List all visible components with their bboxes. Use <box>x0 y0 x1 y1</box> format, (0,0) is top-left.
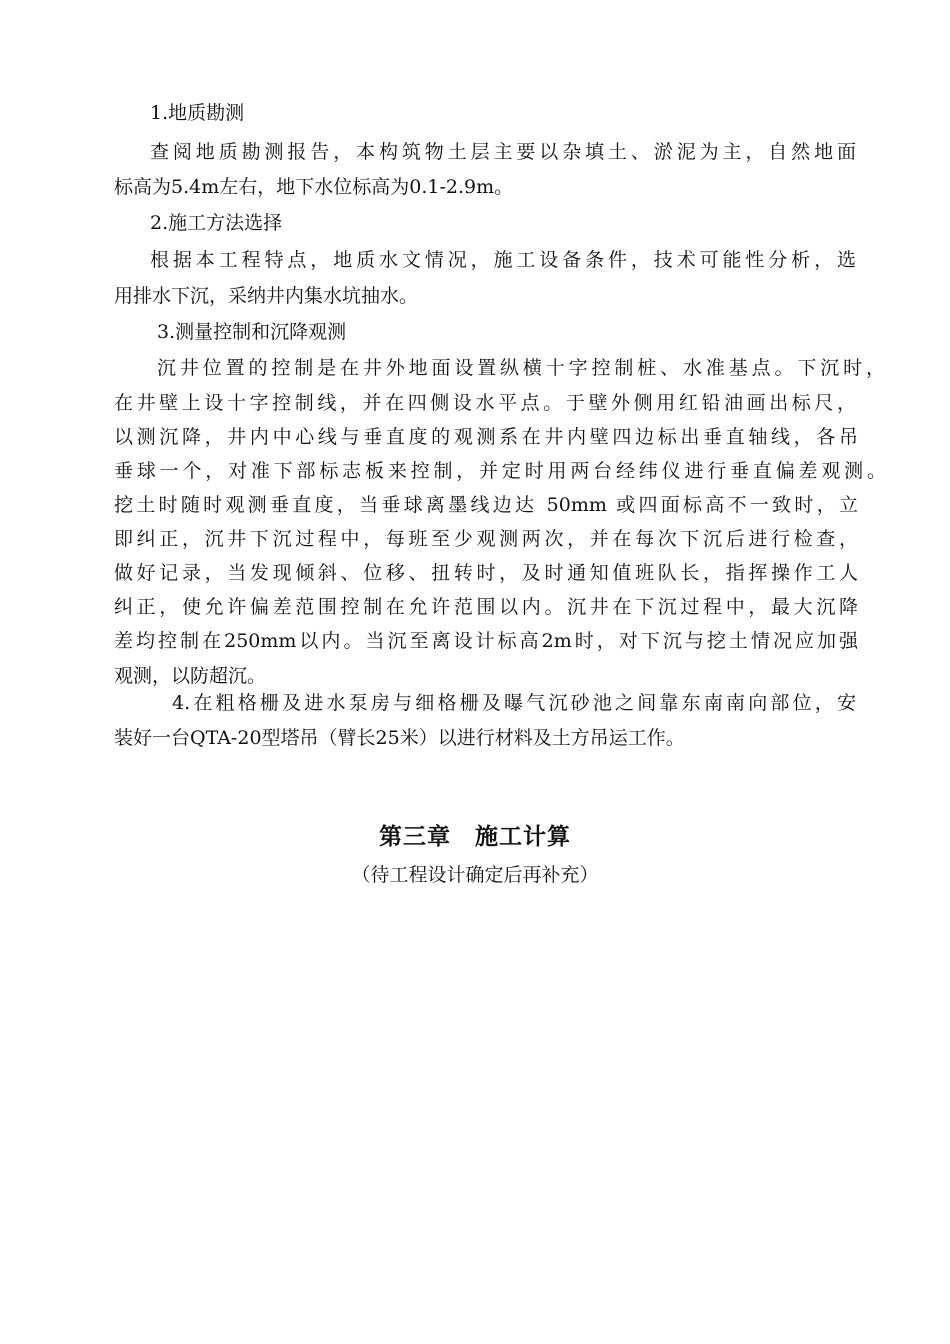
section-3-line-8: 纠正，使允许偏差范围控制在允许范围以内。沉井在下沉过程中，最大沉降 <box>114 596 858 618</box>
section-3-line-1: 沉井位置的控制是在井外地面设置纵横十字控制桩、水准基点。下沉时， <box>157 357 885 379</box>
section-3-line-5: 挖土时随时观测垂直度，当垂球离墨线边达 50mm 或四面标高不一致时，立 <box>114 494 858 516</box>
section-3-line-4: 垂球一个，对准下部标志板来控制，并定时用两台经纬仪进行垂直偏差观测。 <box>114 460 886 482</box>
section-3-line-7: 做好记录，当发现倾斜、位移、扭转时，及时通知值班队长，指挥操作工人 <box>114 562 858 584</box>
chapter-title: 第三章 施工计算 <box>379 823 571 850</box>
section-3-line-6: 即纠正，沉井下沉过程中，每班至少观测两次，并在每次下沉后进行检查， <box>114 528 858 550</box>
section-1-line-1: 查阅地质勘测报告，本构筑物土层主要以杂填土、淤泥为主，自然地面 <box>150 141 856 163</box>
section-3-line-3: 以测沉降，井内中心线与垂直度的观测系在井内壁四边标出垂直轴线，各吊 <box>114 426 858 448</box>
section-2-line-1: 根据本工程特点，地质水文情况，施工设备条件，技术可能性分析，选 <box>150 249 856 271</box>
section-4-line-2: 装好一台QTA-20型塔吊（臂长25米）以进行材料及土方吊运工作。 <box>114 727 685 749</box>
section-1-line-2: 标高为5.4m左右，地下水位标高为0.1-2.9m。 <box>114 176 514 198</box>
chapter-note: （待工程设计确定后再补充） <box>351 864 599 886</box>
section-1-heading: 1.地质勘测 <box>150 102 245 124</box>
section-2-line-2: 用排水下沉，采纳井内集水坑抽水。 <box>114 285 419 307</box>
section-3-line-9: 差均控制在250mm以内。当沉至离设计标高2m时，对下沉与挖土情况应加强 <box>114 630 858 652</box>
section-2-heading: 2.施工方法选择 <box>150 212 283 234</box>
section-3-heading: 3.测量控制和沉降观测 <box>157 321 347 343</box>
section-4-line-1: 4.在粗格栅及进水泵房与细格栅及曝气沉砂池之间靠东南南向部位，安 <box>172 692 856 714</box>
section-3-line-2: 在井壁上设十字控制线，并在四侧设水平点。于壁外侧用红铅油画出标尺， <box>114 392 856 414</box>
section-3-line-10: 观测，以防超沉。 <box>114 665 267 687</box>
